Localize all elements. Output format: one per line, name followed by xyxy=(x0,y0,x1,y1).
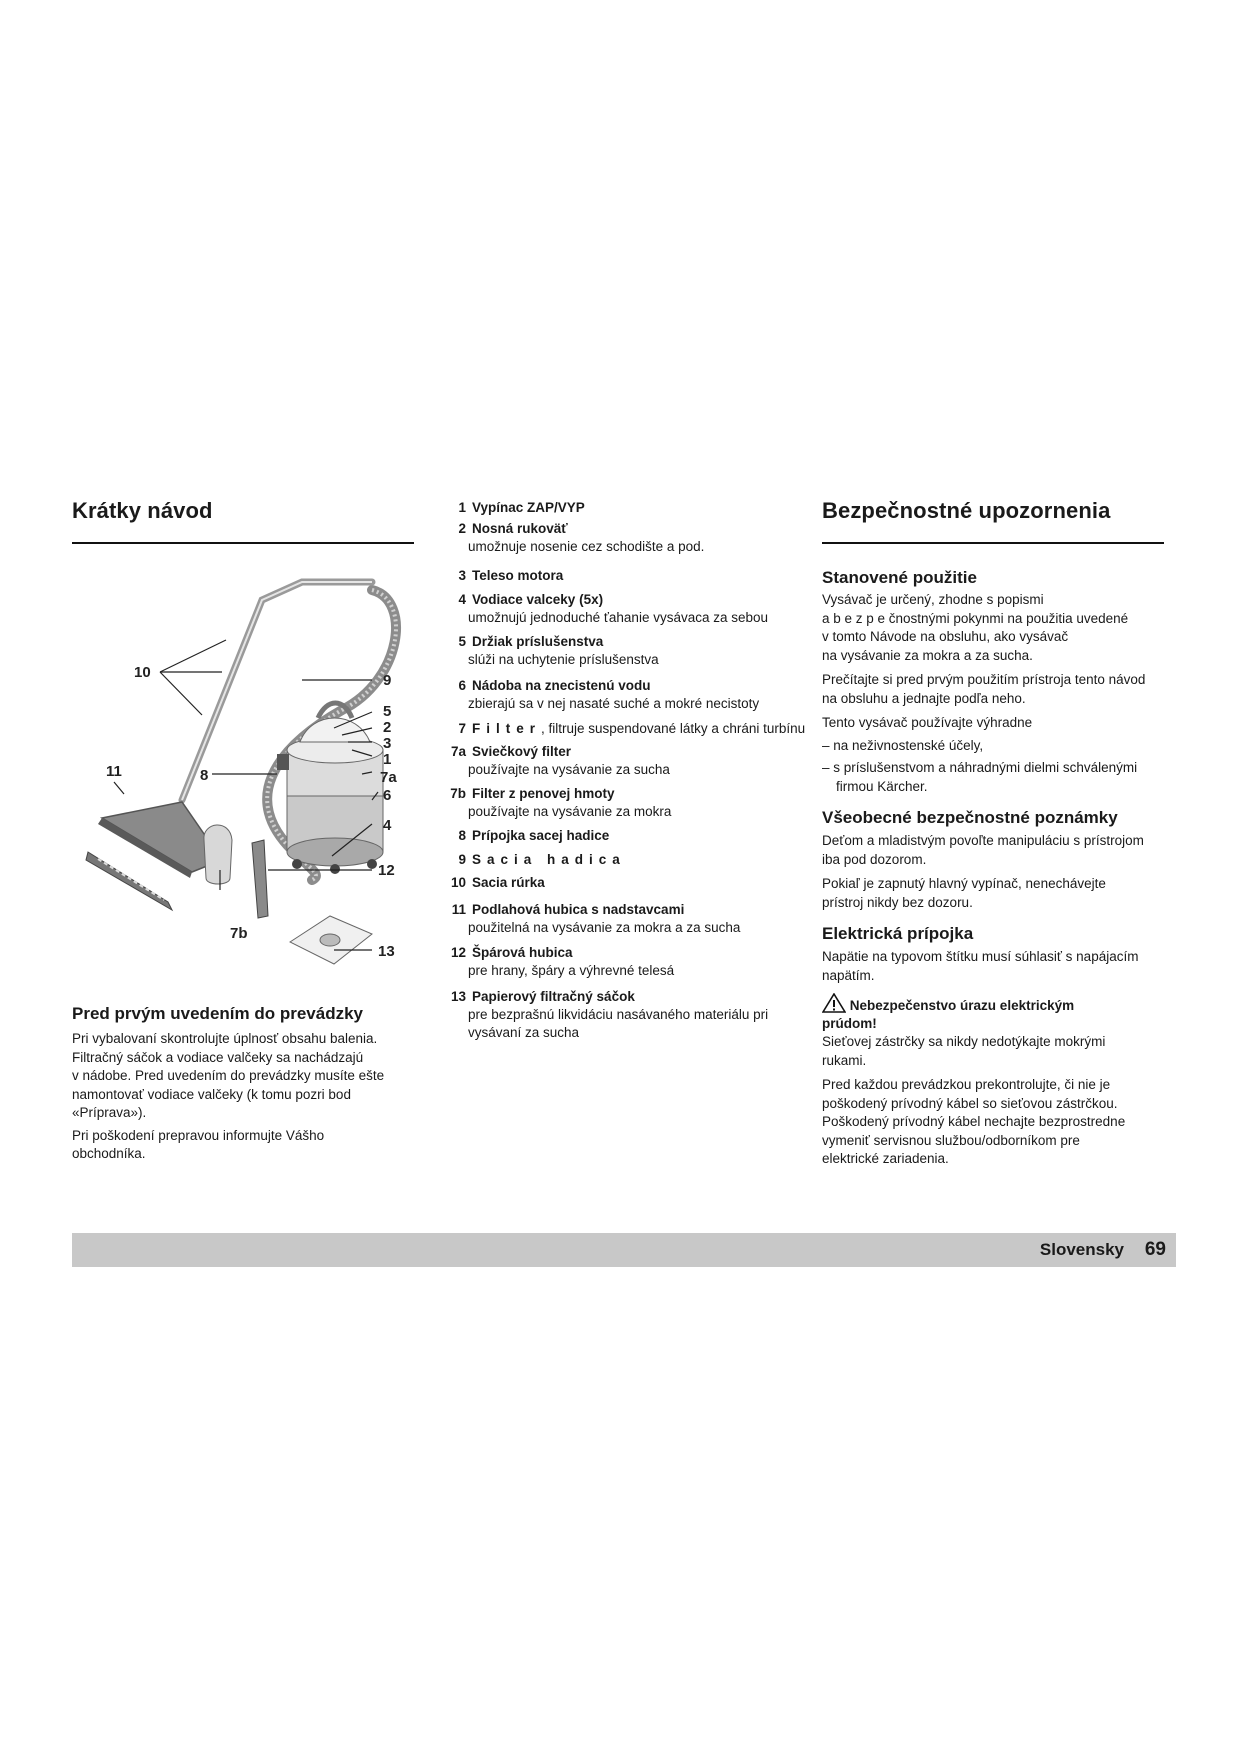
part-item-13: 13 Papierový filtračný sáčok pre bezprašnú likvidáciu nasávaného materiálu pri vysávaní za sucha xyxy=(450,989,769,1040)
figure-label-13: 13 xyxy=(378,943,395,960)
part-item-10: 10 Sacia rúrka xyxy=(450,875,545,890)
intended-use-line: a b e z p e čnostnými pokynmi na použitia uvedené xyxy=(822,610,1129,626)
nozzle-attachment xyxy=(86,852,172,910)
figure-label-7b: 7b xyxy=(230,925,248,942)
part-item-12: 12 Špárová hubica pre hrany, špáry a výhrevné telesá xyxy=(450,945,675,978)
intended-use-line: v tomto Návode na obsluhu, ako vysávač xyxy=(822,629,1069,644)
use-condition-item: – na neživnostenské účely, xyxy=(822,737,984,753)
first-use-line: Pri vybalovaní skontrolujte úplnosť obsahu balenia. xyxy=(72,1031,378,1046)
first-use-section xyxy=(72,1004,422,1164)
warning-line: rukami. xyxy=(822,1052,867,1068)
general-safety-heading: Všeobecné bezpečnostné poznámky xyxy=(822,808,1118,827)
part-item-4: 4 Vodiace valceky (5x) umožnujú jednoduché ťahanie vysávaca za sebou xyxy=(458,592,769,625)
warning-title: Nebezpečenstvo úrazu elektrickým xyxy=(849,998,1075,1013)
transport-damage-line: obchodníka. xyxy=(72,1146,146,1161)
figure-label-11: 11 xyxy=(106,763,122,780)
part-item-3: 3 Teleso motora xyxy=(458,568,564,583)
safety-sections xyxy=(822,568,1172,1169)
part-item-5: 5 Držiak príslušenstva slúži na uchytenie príslušenstva xyxy=(458,634,659,667)
warning-block xyxy=(822,993,1172,1033)
figure-label-1: 1 xyxy=(383,751,392,768)
exclusive-use-text: Tento vysávač používajte výhradne xyxy=(822,715,1033,730)
electrical-connection-heading: Elektrická prípojka xyxy=(822,924,974,943)
part-item-7b: 7b Filter z penovej hmoty používajte na vysávanie za mokra xyxy=(450,786,672,819)
figure-label-10: 10 xyxy=(134,664,151,681)
page-footer xyxy=(72,1233,1176,1267)
right-column xyxy=(822,498,1110,524)
first-use-line: v nádobe. Pred uvedením do prevádzky musíte ešte xyxy=(72,1068,385,1083)
cable-check-line: elektrické zariadenia. xyxy=(822,1151,949,1166)
short-guide-title: Krátky návod xyxy=(72,498,213,523)
part-item-9: 9 Sacia hadica xyxy=(458,852,626,867)
figure-label-2: 2 xyxy=(383,719,392,736)
crevice-nozzle xyxy=(252,840,268,918)
parts-list xyxy=(444,499,824,1059)
part-item-11: 11 Podlahová hubica s nadstavcami použitelná na vysávanie za mokra a za sucha xyxy=(451,902,741,935)
figure-label-3: 3 xyxy=(383,735,392,752)
figure-label-12: 12 xyxy=(378,862,395,879)
intended-use-line: Vysávač je určený, zhodne s popismi xyxy=(822,592,1044,607)
part-item-6: 6 Nádoba na znecistenú vodu zbierajú sa v nej nasaté suché a mokré necistoty xyxy=(458,678,760,711)
left-column xyxy=(72,498,213,524)
part-item-7: 7 Filter, filtruje suspendované látky a chráni turbínu xyxy=(458,721,806,736)
part-item-2: 2 Nosná rukoväť umožnuje nosenie cez schodište a pod. xyxy=(458,521,705,554)
figure-label-8: 8 xyxy=(200,767,209,784)
first-use-heading: Pred prvým uvedením do prevádzky xyxy=(72,1004,363,1023)
floor-nozzle xyxy=(98,802,222,878)
warning-title-2: prúdom! xyxy=(822,1016,877,1031)
first-use-line: Filtračný sáčok a vodiace valčeky sa nachádzajú xyxy=(72,1049,364,1065)
page-number: 69 xyxy=(1144,1239,1166,1260)
right-title-rule xyxy=(822,542,1164,544)
vacuum-cleaner-figure xyxy=(72,560,414,980)
figure-label-9: 9 xyxy=(383,672,392,689)
cable-check-line: poškodený prívodný kábel so sieťovou zástrčkou. xyxy=(822,1095,1118,1111)
cable-check-line: vymeniť servisnou službou/odborníkom pre xyxy=(822,1132,1080,1148)
general-safety-line: prístroj nikdy bez dozoru. xyxy=(822,894,973,910)
first-use-line: namontovať vodiace valčeky (k tomu pozri bod xyxy=(72,1086,351,1102)
voltage-line: napätím. xyxy=(822,967,875,983)
part-item-7a: 7a Sviečkový filter používajte na vysávanie za sucha xyxy=(450,744,670,777)
figure-label-4: 4 xyxy=(383,817,392,834)
transport-damage-line: Pri poškodení prepravou informujte Vášho xyxy=(72,1127,325,1143)
general-safety-line: Pokiaľ je zapnutý hlavný vypínač, nenechávejte xyxy=(822,876,1106,891)
warning-line: Sieťovej zástrčky sa nikdy nedotýkajte mokrými xyxy=(822,1034,1106,1049)
figure-label-6: 6 xyxy=(383,787,392,804)
general-safety-line: iba pod dozorom. xyxy=(822,851,927,867)
safety-title: Bezpečnostné upozornenia xyxy=(822,498,1111,523)
left-title-rule xyxy=(72,542,414,544)
use-condition-item: – s príslušenstvom a náhradnými dielmi schválenými xyxy=(822,760,1138,775)
part-item-1: 1 Vypínac ZAP/VYP xyxy=(458,500,585,515)
general-safety-line: Deťom a mladistvým povoľte manipuláciu s prístrojom xyxy=(822,833,1144,848)
cable-check-line: Pred každou prevádzkou prekontrolujte, či nie je xyxy=(822,1077,1111,1092)
foam-filter xyxy=(204,825,232,884)
figure-label-7a: 7a xyxy=(380,769,397,786)
cable-check-line: Poškodený prívodný kábel nechajte bezprostredne xyxy=(822,1114,1126,1129)
first-use-line: «Príprava»). xyxy=(72,1105,147,1120)
part-item-8: 8 Prípojka sacej hadice xyxy=(458,828,610,843)
warning-triangle-icon xyxy=(822,993,846,1013)
figure-label-5: 5 xyxy=(383,703,392,720)
voltage-line: Napätie na typovom štítku musí súhlasiť s napájacím xyxy=(822,949,1139,964)
paper-filter-bag xyxy=(290,916,372,964)
intended-use-line: na vysávanie za mokra a za sucha. xyxy=(822,647,1033,663)
use-condition-item-continued: firmou Kärcher. xyxy=(836,778,928,794)
intended-use-heading: Stanovené použitie xyxy=(822,568,977,587)
footer-language: Slovensky xyxy=(1039,1240,1124,1259)
read-manual-line: Prečítajte si pred prvým použitím prístroja tento návod xyxy=(822,672,1146,687)
read-manual-line: na obsluhu a jednajte podľa neho. xyxy=(822,690,1026,706)
